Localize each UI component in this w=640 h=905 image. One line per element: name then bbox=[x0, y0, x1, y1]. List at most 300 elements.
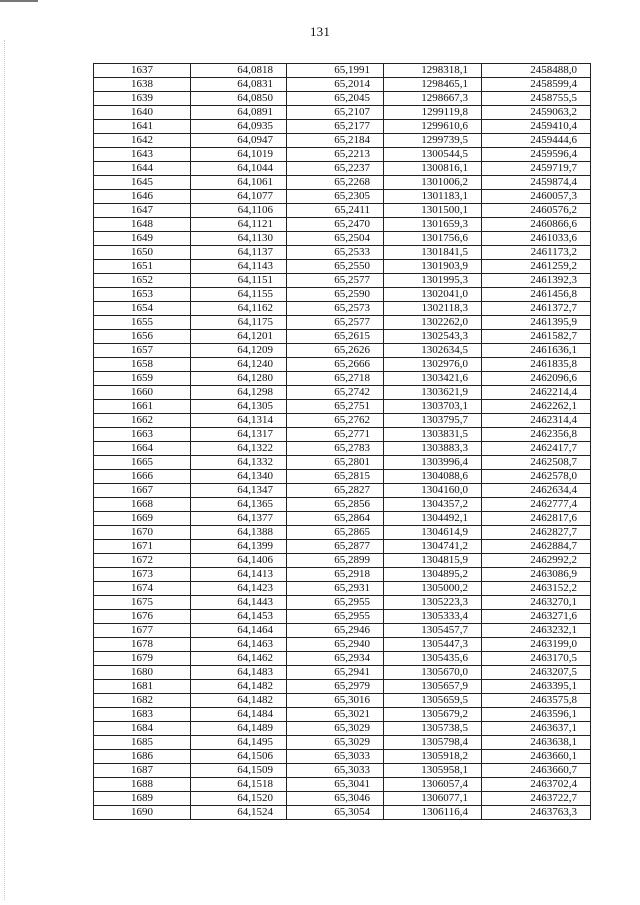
table-row bbox=[94, 512, 591, 526]
coordinate-value-cell: 2463395,1 bbox=[482, 680, 591, 694]
coordinate-value-cell: 1301756,6 bbox=[384, 232, 482, 246]
point-number-cell: 1647 bbox=[94, 204, 191, 218]
table-row bbox=[94, 806, 591, 820]
coordinate-value-cell: 2461392,3 bbox=[482, 274, 591, 288]
coordinate-value-cell: 65,3046 bbox=[287, 792, 384, 806]
point-number-cell: 1685 bbox=[94, 736, 191, 750]
coordinate-value-cell: 1302118,3 bbox=[384, 302, 482, 316]
coordinate-value-cell: 65,2470 bbox=[287, 218, 384, 232]
coordinate-value-cell: 64,1175 bbox=[191, 316, 287, 330]
point-number-cell: 1658 bbox=[94, 358, 191, 372]
coordinate-value-cell: 1305000,2 bbox=[384, 582, 482, 596]
coordinate-value-cell: 65,2955 bbox=[287, 596, 384, 610]
coordinate-value-cell: 64,1340 bbox=[191, 470, 287, 484]
point-number-cell: 1672 bbox=[94, 554, 191, 568]
point-number-cell: 1665 bbox=[94, 456, 191, 470]
coordinate-value-cell: 65,2801 bbox=[287, 456, 384, 470]
coordinate-value-cell: 65,2934 bbox=[287, 652, 384, 666]
coordinate-value-cell: 2463763,3 bbox=[482, 806, 591, 820]
table-row bbox=[94, 456, 591, 470]
coordinate-value-cell: 65,2107 bbox=[287, 106, 384, 120]
coordinate-value-cell: 1301995,3 bbox=[384, 274, 482, 288]
point-number-cell: 1655 bbox=[94, 316, 191, 330]
coordinate-value-cell: 65,2014 bbox=[287, 78, 384, 92]
coordinate-value-cell: 64,1518 bbox=[191, 778, 287, 792]
coordinate-value-cell: 65,2856 bbox=[287, 498, 384, 512]
coordinate-value-cell: 1299119,8 bbox=[384, 106, 482, 120]
coordinate-value-cell: 2463086,9 bbox=[482, 568, 591, 582]
coordinate-value-cell: 1301183,1 bbox=[384, 190, 482, 204]
coordinate-value-cell: 1304492,1 bbox=[384, 512, 482, 526]
coordinate-value-cell: 64,1489 bbox=[191, 722, 287, 736]
point-number-cell: 1674 bbox=[94, 582, 191, 596]
scan-edge-line bbox=[4, 40, 5, 900]
coordinate-value-cell: 2458599,4 bbox=[482, 78, 591, 92]
coordinate-value-cell: 1301500,1 bbox=[384, 204, 482, 218]
point-number-cell: 1642 bbox=[94, 134, 191, 148]
table-row bbox=[94, 470, 591, 484]
coordinate-value-cell: 65,2979 bbox=[287, 680, 384, 694]
point-number-cell: 1671 bbox=[94, 540, 191, 554]
coordinate-value-cell: 64,0831 bbox=[191, 78, 287, 92]
table-row bbox=[94, 190, 591, 204]
coordinate-value-cell: 65,2411 bbox=[287, 204, 384, 218]
table-row bbox=[94, 666, 591, 680]
table-row bbox=[94, 484, 591, 498]
point-number-cell: 1670 bbox=[94, 526, 191, 540]
coordinate-value-cell: 2462578,0 bbox=[482, 470, 591, 484]
table-row bbox=[94, 358, 591, 372]
coordinate-value-cell: 2462777,4 bbox=[482, 498, 591, 512]
point-number-cell: 1649 bbox=[94, 232, 191, 246]
coordinate-value-cell: 64,1314 bbox=[191, 414, 287, 428]
coordinate-value-cell: 65,2918 bbox=[287, 568, 384, 582]
coordinate-value-cell: 2460057,3 bbox=[482, 190, 591, 204]
coordinate-value-cell: 65,2573 bbox=[287, 302, 384, 316]
point-number-cell: 1664 bbox=[94, 442, 191, 456]
coordinate-value-cell: 2461835,8 bbox=[482, 358, 591, 372]
coordinate-value-cell: 65,2268 bbox=[287, 176, 384, 190]
coordinate-value-cell: 2462992,2 bbox=[482, 554, 591, 568]
table-row bbox=[94, 64, 591, 78]
coordinate-value-cell: 2462817,6 bbox=[482, 512, 591, 526]
coordinate-value-cell: 2459874,4 bbox=[482, 176, 591, 190]
coordinate-value-cell: 2461395,9 bbox=[482, 316, 591, 330]
coordinate-value-cell: 1303421,6 bbox=[384, 372, 482, 386]
coordinate-value-cell: 1298465,1 bbox=[384, 78, 482, 92]
coordinate-value-cell: 65,2946 bbox=[287, 624, 384, 638]
coordinate-value-cell: 1304614,9 bbox=[384, 526, 482, 540]
coordinate-value-cell: 64,1209 bbox=[191, 344, 287, 358]
coordinate-value-cell: 64,1121 bbox=[191, 218, 287, 232]
table-row bbox=[94, 624, 591, 638]
coordinate-value-cell: 64,1280 bbox=[191, 372, 287, 386]
coordinate-value-cell: 64,1423 bbox=[191, 582, 287, 596]
table-row bbox=[94, 120, 591, 134]
coordinate-value-cell: 2462884,7 bbox=[482, 540, 591, 554]
coordinate-value-cell: 1305918,2 bbox=[384, 750, 482, 764]
coordinate-value-cell: 2463207,5 bbox=[482, 666, 591, 680]
coordinate-value-cell: 65,2827 bbox=[287, 484, 384, 498]
coordinate-value-cell: 65,2615 bbox=[287, 330, 384, 344]
point-number-cell: 1684 bbox=[94, 722, 191, 736]
coordinate-value-cell: 64,1106 bbox=[191, 204, 287, 218]
coordinate-value-cell: 65,2184 bbox=[287, 134, 384, 148]
coordinate-value-cell: 1304160,0 bbox=[384, 484, 482, 498]
table-row bbox=[94, 708, 591, 722]
coordinate-value-cell: 2459596,4 bbox=[482, 148, 591, 162]
scan-edge-mark bbox=[0, 0, 38, 2]
table-row bbox=[94, 498, 591, 512]
coordinate-value-cell: 1305738,5 bbox=[384, 722, 482, 736]
table-row bbox=[94, 372, 591, 386]
coordinate-value-cell: 64,1061 bbox=[191, 176, 287, 190]
coordinate-value-cell: 64,0935 bbox=[191, 120, 287, 134]
point-number-cell: 1668 bbox=[94, 498, 191, 512]
point-number-cell: 1637 bbox=[94, 64, 191, 78]
point-number-cell: 1679 bbox=[94, 652, 191, 666]
point-number-cell: 1676 bbox=[94, 610, 191, 624]
coordinate-value-cell: 1305670,0 bbox=[384, 666, 482, 680]
table-row bbox=[94, 246, 591, 260]
coordinate-value-cell: 1305657,9 bbox=[384, 680, 482, 694]
coordinate-value-cell: 2462634,4 bbox=[482, 484, 591, 498]
point-number-cell: 1641 bbox=[94, 120, 191, 134]
coordinate-value-cell: 1303795,7 bbox=[384, 414, 482, 428]
coordinate-value-cell: 64,1443 bbox=[191, 596, 287, 610]
coordinate-value-cell: 64,1413 bbox=[191, 568, 287, 582]
coordinate-value-cell: 1301903,9 bbox=[384, 260, 482, 274]
table-row bbox=[94, 428, 591, 442]
coordinate-value-cell: 1303703,1 bbox=[384, 400, 482, 414]
coordinate-value-cell: 64,0850 bbox=[191, 92, 287, 106]
coordinate-value-cell: 65,3033 bbox=[287, 764, 384, 778]
coordinate-value-cell: 1303883,3 bbox=[384, 442, 482, 456]
coordinate-value-cell: 1306116,4 bbox=[384, 806, 482, 820]
coordinate-value-cell: 2463232,1 bbox=[482, 624, 591, 638]
coordinate-value-cell: 65,3021 bbox=[287, 708, 384, 722]
point-number-cell: 1666 bbox=[94, 470, 191, 484]
coordinate-value-cell: 2463660,7 bbox=[482, 764, 591, 778]
coordinate-value-cell: 64,1520 bbox=[191, 792, 287, 806]
point-number-cell: 1651 bbox=[94, 260, 191, 274]
point-number-cell: 1663 bbox=[94, 428, 191, 442]
coordinate-value-cell: 65,2864 bbox=[287, 512, 384, 526]
point-number-cell: 1669 bbox=[94, 512, 191, 526]
coordinate-value-cell: 1305457,7 bbox=[384, 624, 482, 638]
coordinate-value-cell: 65,2877 bbox=[287, 540, 384, 554]
coordinate-value-cell: 2461456,8 bbox=[482, 288, 591, 302]
coordinate-value-cell: 1305447,3 bbox=[384, 638, 482, 652]
coordinate-value-cell: 64,1388 bbox=[191, 526, 287, 540]
coordinate-value-cell: 1305798,4 bbox=[384, 736, 482, 750]
coordinate-value-cell: 1300544,5 bbox=[384, 148, 482, 162]
coordinate-value-cell: 2462508,7 bbox=[482, 456, 591, 470]
coordinate-value-cell: 65,2931 bbox=[287, 582, 384, 596]
table-row bbox=[94, 638, 591, 652]
coordinate-value-cell: 1301841,5 bbox=[384, 246, 482, 260]
coordinate-value-cell: 65,2941 bbox=[287, 666, 384, 680]
coordinate-value-cell: 65,2751 bbox=[287, 400, 384, 414]
coordinate-value-cell: 2463271,6 bbox=[482, 610, 591, 624]
coordinate-value-cell: 2459444,6 bbox=[482, 134, 591, 148]
coordinate-value-cell: 64,1077 bbox=[191, 190, 287, 204]
coordinate-value-cell: 65,2550 bbox=[287, 260, 384, 274]
coordinate-value-cell: 1299610,6 bbox=[384, 120, 482, 134]
coordinate-value-cell: 2463722,7 bbox=[482, 792, 591, 806]
coordinate-value-cell: 1305333,4 bbox=[384, 610, 482, 624]
coordinate-value-cell: 64,1482 bbox=[191, 680, 287, 694]
table-row bbox=[94, 400, 591, 414]
table-row bbox=[94, 176, 591, 190]
table-row bbox=[94, 92, 591, 106]
coordinate-value-cell: 2463170,5 bbox=[482, 652, 591, 666]
coordinate-value-cell: 2461259,2 bbox=[482, 260, 591, 274]
table-row bbox=[94, 792, 591, 806]
coordinate-value-cell: 65,2815 bbox=[287, 470, 384, 484]
coordinate-value-cell: 2463152,2 bbox=[482, 582, 591, 596]
coordinate-value-cell: 64,1019 bbox=[191, 148, 287, 162]
coordinate-value-cell: 2462314,4 bbox=[482, 414, 591, 428]
point-number-cell: 1648 bbox=[94, 218, 191, 232]
coordinate-value-cell: 1305958,1 bbox=[384, 764, 482, 778]
coordinate-value-cell: 1306077,1 bbox=[384, 792, 482, 806]
coordinate-value-cell: 65,2045 bbox=[287, 92, 384, 106]
coordinate-value-cell: 64,1464 bbox=[191, 624, 287, 638]
table-row bbox=[94, 764, 591, 778]
point-number-cell: 1639 bbox=[94, 92, 191, 106]
coordinate-value-cell: 2463637,1 bbox=[482, 722, 591, 736]
point-number-cell: 1689 bbox=[94, 792, 191, 806]
table-row bbox=[94, 78, 591, 92]
table-row bbox=[94, 204, 591, 218]
table-row bbox=[94, 148, 591, 162]
coordinate-value-cell: 2463660,1 bbox=[482, 750, 591, 764]
coordinate-value-cell: 1298667,3 bbox=[384, 92, 482, 106]
coordinate-value-cell: 65,3029 bbox=[287, 736, 384, 750]
coordinate-value-cell: 64,1044 bbox=[191, 162, 287, 176]
table-row bbox=[94, 736, 591, 750]
coordinate-value-cell: 2463575,8 bbox=[482, 694, 591, 708]
table-row bbox=[94, 344, 591, 358]
coordinate-value-cell: 64,1484 bbox=[191, 708, 287, 722]
table-row bbox=[94, 134, 591, 148]
coordinate-value-cell: 2458755,5 bbox=[482, 92, 591, 106]
point-number-cell: 1688 bbox=[94, 778, 191, 792]
coordinate-value-cell: 2461636,1 bbox=[482, 344, 591, 358]
coordinate-value-cell: 2462827,7 bbox=[482, 526, 591, 540]
coordinate-value-cell: 1303831,5 bbox=[384, 428, 482, 442]
point-number-cell: 1681 bbox=[94, 680, 191, 694]
coordinate-value-cell: 65,2771 bbox=[287, 428, 384, 442]
point-number-cell: 1638 bbox=[94, 78, 191, 92]
point-number-cell: 1645 bbox=[94, 176, 191, 190]
coordinate-value-cell: 1298318,1 bbox=[384, 64, 482, 78]
coordinate-value-cell: 2462356,8 bbox=[482, 428, 591, 442]
coordinate-value-cell: 65,2940 bbox=[287, 638, 384, 652]
table-row bbox=[94, 386, 591, 400]
coordinate-value-cell: 2459063,2 bbox=[482, 106, 591, 120]
coordinate-value-cell: 1302634,5 bbox=[384, 344, 482, 358]
coordinate-value-cell: 2458488,0 bbox=[482, 64, 591, 78]
coordinate-value-cell: 64,1506 bbox=[191, 750, 287, 764]
point-number-cell: 1680 bbox=[94, 666, 191, 680]
coordinate-value-cell: 65,1991 bbox=[287, 64, 384, 78]
point-number-cell: 1654 bbox=[94, 302, 191, 316]
table-row bbox=[94, 750, 591, 764]
coordinate-value-cell: 2462262,1 bbox=[482, 400, 591, 414]
coordinate-value-cell: 2463596,1 bbox=[482, 708, 591, 722]
coordinate-value-cell: 1301659,3 bbox=[384, 218, 482, 232]
table-row bbox=[94, 554, 591, 568]
coordinate-value-cell: 64,1137 bbox=[191, 246, 287, 260]
coordinate-value-cell: 64,1162 bbox=[191, 302, 287, 316]
coordinate-value-cell: 65,2666 bbox=[287, 358, 384, 372]
coordinate-value-cell: 1303996,4 bbox=[384, 456, 482, 470]
coordinate-value-cell: 64,1322 bbox=[191, 442, 287, 456]
coordinate-value-cell: 2461033,6 bbox=[482, 232, 591, 246]
point-number-cell: 1667 bbox=[94, 484, 191, 498]
coordinate-value-cell: 65,2762 bbox=[287, 414, 384, 428]
table-row bbox=[94, 540, 591, 554]
point-number-cell: 1687 bbox=[94, 764, 191, 778]
coordinate-value-cell: 2462096,6 bbox=[482, 372, 591, 386]
table-row bbox=[94, 260, 591, 274]
point-number-cell: 1675 bbox=[94, 596, 191, 610]
point-number-cell: 1650 bbox=[94, 246, 191, 260]
coordinate-value-cell: 65,2899 bbox=[287, 554, 384, 568]
coordinate-value-cell: 64,1201 bbox=[191, 330, 287, 344]
coordinate-value-cell: 64,1143 bbox=[191, 260, 287, 274]
coordinate-value-cell: 65,2626 bbox=[287, 344, 384, 358]
coordinate-value-cell: 64,1509 bbox=[191, 764, 287, 778]
coordinate-value-cell: 65,3033 bbox=[287, 750, 384, 764]
coordinate-value-cell: 1302262,0 bbox=[384, 316, 482, 330]
coordinate-value-cell: 64,1240 bbox=[191, 358, 287, 372]
coordinate-value-cell: 65,2177 bbox=[287, 120, 384, 134]
coordinate-value-cell: 64,1453 bbox=[191, 610, 287, 624]
table-row bbox=[94, 288, 591, 302]
coordinate-value-cell: 1305223,3 bbox=[384, 596, 482, 610]
coordinate-value-cell: 65,2718 bbox=[287, 372, 384, 386]
table-row bbox=[94, 162, 591, 176]
coordinate-value-cell: 2459719,7 bbox=[482, 162, 591, 176]
coordinate-value-cell: 64,1406 bbox=[191, 554, 287, 568]
coordinate-value-cell: 1303621,9 bbox=[384, 386, 482, 400]
coordinate-value-cell: 2461582,7 bbox=[482, 330, 591, 344]
table-row bbox=[94, 722, 591, 736]
coordinate-value-cell: 64,1399 bbox=[191, 540, 287, 554]
coordinate-value-cell: 1305679,2 bbox=[384, 708, 482, 722]
table-row bbox=[94, 680, 591, 694]
point-number-cell: 1682 bbox=[94, 694, 191, 708]
table-row bbox=[94, 232, 591, 246]
coordinate-value-cell: 1299739,5 bbox=[384, 134, 482, 148]
coordinate-value-cell: 64,1463 bbox=[191, 638, 287, 652]
point-number-cell: 1659 bbox=[94, 372, 191, 386]
coordinate-value-cell: 64,1377 bbox=[191, 512, 287, 526]
table-row bbox=[94, 414, 591, 428]
coordinate-value-cell: 65,3016 bbox=[287, 694, 384, 708]
table-row bbox=[94, 568, 591, 582]
coordinate-value-cell: 65,3041 bbox=[287, 778, 384, 792]
point-number-cell: 1678 bbox=[94, 638, 191, 652]
point-number-cell: 1653 bbox=[94, 288, 191, 302]
table-row bbox=[94, 694, 591, 708]
coordinate-value-cell: 2463270,1 bbox=[482, 596, 591, 610]
coordinate-value-cell: 2460576,2 bbox=[482, 204, 591, 218]
coordinate-value-cell: 64,1298 bbox=[191, 386, 287, 400]
coordinate-value-cell: 1301006,2 bbox=[384, 176, 482, 190]
coordinate-value-cell: 64,0891 bbox=[191, 106, 287, 120]
coordinate-value-cell: 65,2577 bbox=[287, 316, 384, 330]
table-row bbox=[94, 526, 591, 540]
coordinate-value-cell: 64,1462 bbox=[191, 652, 287, 666]
coordinate-value-cell: 65,2213 bbox=[287, 148, 384, 162]
coordinate-table-body bbox=[94, 64, 591, 820]
table-row bbox=[94, 652, 591, 666]
table-row bbox=[94, 442, 591, 456]
table-row bbox=[94, 610, 591, 624]
coordinate-value-cell: 65,2865 bbox=[287, 526, 384, 540]
coordinate-value-cell: 65,2783 bbox=[287, 442, 384, 456]
point-number-cell: 1656 bbox=[94, 330, 191, 344]
coordinate-value-cell: 64,1524 bbox=[191, 806, 287, 820]
coordinate-value-cell: 64,1130 bbox=[191, 232, 287, 246]
coordinate-value-cell: 1305659,5 bbox=[384, 694, 482, 708]
coordinate-value-cell: 1304741,2 bbox=[384, 540, 482, 554]
coordinate-value-cell: 1305435,6 bbox=[384, 652, 482, 666]
table-row bbox=[94, 778, 591, 792]
coordinate-value-cell: 65,3029 bbox=[287, 722, 384, 736]
coordinate-value-cell: 2463702,4 bbox=[482, 778, 591, 792]
coordinate-value-cell: 1302041,0 bbox=[384, 288, 482, 302]
point-number-cell: 1690 bbox=[94, 806, 191, 820]
coordinate-value-cell: 1304357,2 bbox=[384, 498, 482, 512]
coordinate-value-cell: 2463199,0 bbox=[482, 638, 591, 652]
point-number-cell: 1652 bbox=[94, 274, 191, 288]
coordinate-value-cell: 64,1155 bbox=[191, 288, 287, 302]
point-number-cell: 1643 bbox=[94, 148, 191, 162]
coordinate-value-cell: 2462417,7 bbox=[482, 442, 591, 456]
point-number-cell: 1646 bbox=[94, 190, 191, 204]
coordinate-value-cell: 1304895,2 bbox=[384, 568, 482, 582]
coordinate-value-cell: 65,2577 bbox=[287, 274, 384, 288]
point-number-cell: 1673 bbox=[94, 568, 191, 582]
table-row bbox=[94, 582, 591, 596]
point-number-cell: 1644 bbox=[94, 162, 191, 176]
coordinate-value-cell: 2463638,1 bbox=[482, 736, 591, 750]
coordinate-value-cell: 2462214,4 bbox=[482, 386, 591, 400]
coordinate-value-cell: 65,2742 bbox=[287, 386, 384, 400]
coordinate-value-cell: 64,1482 bbox=[191, 694, 287, 708]
coordinate-value-cell: 1302543,3 bbox=[384, 330, 482, 344]
coordinate-value-cell: 65,2533 bbox=[287, 246, 384, 260]
coordinate-value-cell: 64,1365 bbox=[191, 498, 287, 512]
point-number-cell: 1683 bbox=[94, 708, 191, 722]
point-number-cell: 1660 bbox=[94, 386, 191, 400]
coordinate-value-cell: 65,2237 bbox=[287, 162, 384, 176]
page-number: 131 bbox=[309, 24, 331, 39]
point-number-cell: 1657 bbox=[94, 344, 191, 358]
coordinate-value-cell: 1300816,1 bbox=[384, 162, 482, 176]
coordinate-value-cell: 64,1317 bbox=[191, 428, 287, 442]
table-row bbox=[94, 274, 591, 288]
coordinate-value-cell: 64,1305 bbox=[191, 400, 287, 414]
table-row bbox=[94, 596, 591, 610]
coordinate-value-cell: 2461173,2 bbox=[482, 246, 591, 260]
coordinate-value-cell: 2460866,6 bbox=[482, 218, 591, 232]
